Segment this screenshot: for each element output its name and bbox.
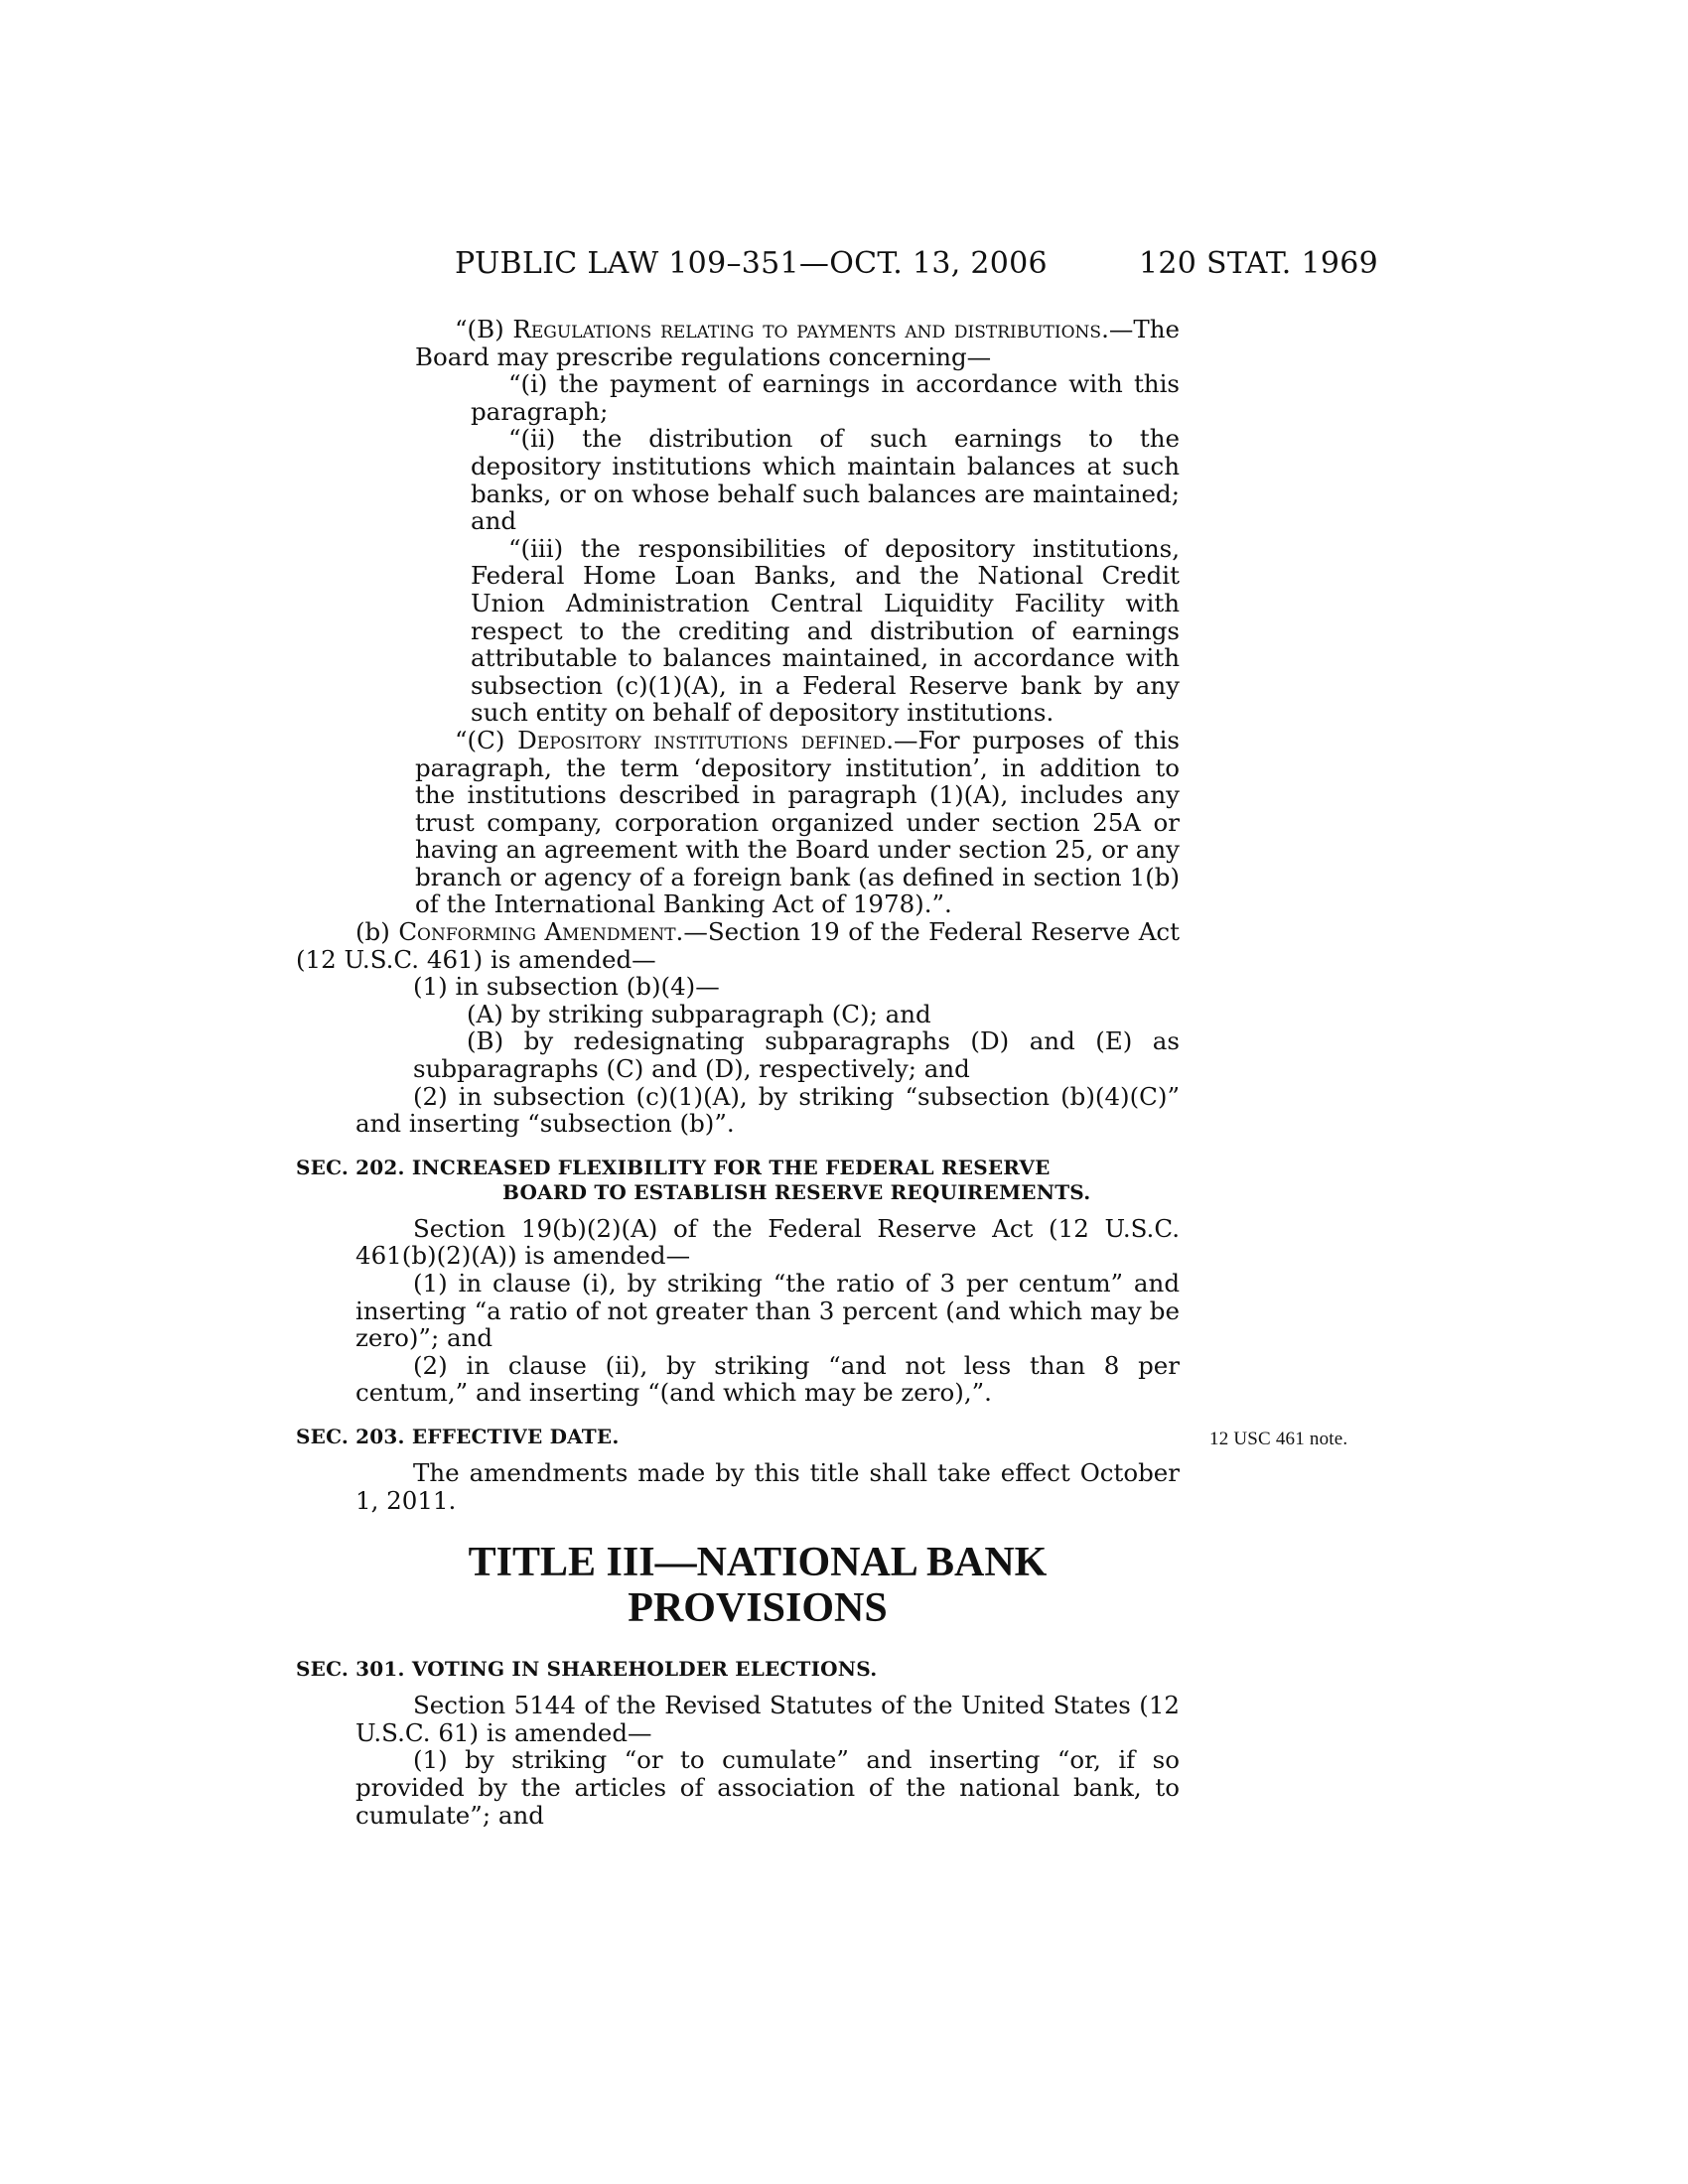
clause-ii: “(ii) the distribution of such earnings to the depository institutions which maintain balances at such banks, or on whose behalf such balances are maintained; and [471, 424, 1180, 536]
paragraph-heading: Regulations relating to payments and distributions [512, 315, 1102, 343]
title-line: TITLE III—NATIONAL BANK [468, 1540, 1048, 1586]
header-law-citation: PUBLIC LAW 109–351—OCT. 13, 2006 [455, 246, 1048, 281]
section-202-item-2: (2) in clause (ii), by striking “and not less than 8 per centum,” and inserting “(and which may be zero),”. [355, 1350, 1180, 1408]
clause-i: “(i) the payment of earnings in accordance with this paragraph; [471, 369, 1180, 426]
paragraph-heading: Conforming Amendment [398, 917, 676, 947]
section-202-heading [296, 1156, 1180, 1205]
paragraph-heading: Depository institutions defined [517, 725, 887, 754]
section-202-item-1: (1) in clause (i), by striking “the ratio of 3 per centum” and inserting “a ratio of not greater than 3 percent (and which may be zero)”; and [355, 1269, 1180, 1353]
paragraph-lead: “(B) [455, 315, 513, 343]
document-body [296, 315, 1348, 1830]
section-301-heading [296, 1657, 1180, 1682]
title-line: PROVISIONS [628, 1585, 888, 1632]
section-202-body: Section 19(b)(2)(A) of the Federal Reserve Act (12 U.S.C. 461(b)(2)(A)) is amended— [355, 1213, 1180, 1271]
section-203-heading [296, 1424, 1348, 1449]
conforming-item-A: (A) by striking subparagraph (C); and [467, 999, 931, 1028]
title-iii-heading [296, 1540, 1180, 1631]
section-heading-line: BOARD TO ESTABLISH RESERVE REQUIREMENTS. [502, 1179, 1091, 1204]
section-heading-line: SEC. 202. INCREASED FLEXIBILITY FOR THE FEDERAL RESERVE [296, 1155, 1051, 1179]
conforming-item-B: (B) by redesignating subparagraphs (D) and (E) as subparagraphs (C) and (D), respectively; and [413, 1026, 1180, 1084]
conforming-item-1: (1) in subsection (b)(4)— [413, 972, 720, 1002]
running-header [455, 244, 1378, 284]
section-heading-line: SEC. 301. VOTING IN SHAREHOLDER ELECTIONS. [296, 1657, 878, 1682]
paragraph-text: .—The Board may prescribe regulations concerning— [415, 315, 1180, 371]
paragraph-lead: “(C) [455, 725, 518, 754]
conforming-item-2: (2) in subsection (c)(1)(A), by striking “subsection (b)(4)(C)” and inserting “subsection (b)”. [355, 1081, 1180, 1139]
section-203-body: The amendments made by this title shall take effect October 1, 2011. [355, 1457, 1180, 1515]
header-stat-page: 120 STAT. 1969 [1139, 246, 1378, 281]
section-301-item-1: (1) by striking “or to cumulate” and inserting “or, if so provided by the articles of association of the national bank, to cumulate”; and [355, 1745, 1180, 1830]
paragraph-text: .—For purposes of this paragraph, the term ‘depository institution’, in addition to the institutions described in paragraph (1)(A), includes any trust company, corporation organized under section 25A or having an agreement with the Board under section 25, or any branch or agency of a foreign bank (as defined in section 1(b) of the International Banking Act of 1978).”. [415, 725, 1180, 919]
section-301-body: Section 5144 of the Revised Statutes of the United States (12 U.S.C. 61) is amended— [355, 1691, 1180, 1747]
section-heading-line: SEC. 203. EFFECTIVE DATE. [296, 1424, 620, 1448]
paragraph-lead: (b) [355, 917, 399, 947]
margin-note: 12 USC 461 note. [1209, 1428, 1348, 1449]
clause-iii: “(iii) the responsibilities of depository institutions, Federal Home Loan Banks, and the National Credit Union Administration Central Liquidity Facility with respect to the crediting and distribution of earnings attributable to balances maintained, in accordance with subsection (c)(1)(A), in a Federal Reserve bank by any such entity on behalf of depository institutions. [471, 533, 1180, 728]
subsection-b-conforming [296, 918, 1180, 973]
paragraph-c-depository [296, 727, 1180, 918]
paragraph-b-regulations [296, 316, 1180, 370]
paragraph-text: .—Section 19 of the Federal Reserve Act (12 U.S.C. 461) is amended— [296, 917, 1181, 974]
